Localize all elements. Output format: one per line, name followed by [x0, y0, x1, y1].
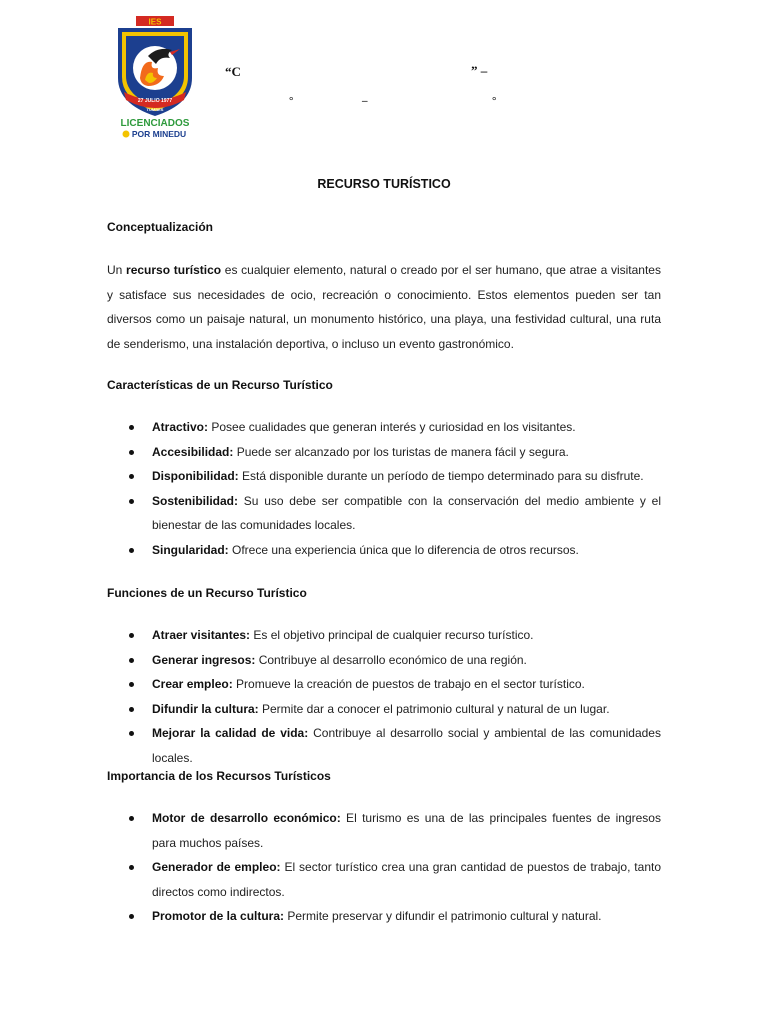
- logo-caption-licenciados: LICENCIADOS: [120, 118, 190, 129]
- list-item-text: Posee cualidades que generan interés y curiosidad en los visitantes.: [208, 420, 576, 434]
- list-item-text: Permite dar a conocer el patrimonio cultural y natural de un lugar.: [258, 701, 610, 716]
- logo-top-text: IES: [148, 17, 162, 27]
- list-item-text: Está disponible durante un período de tiempo determinado para su disfrute.: [238, 469, 644, 483]
- list-item: [107, 623, 661, 648]
- list-item: [107, 538, 661, 563]
- list-item: [107, 806, 661, 855]
- logo-emblem-icon: [112, 16, 198, 142]
- bullet-icon: [129, 731, 134, 736]
- list-item-term: Mejorar la calidad de vida:: [152, 726, 309, 740]
- logo-caption-minedu: POR MINEDU: [131, 129, 187, 139]
- bullet-icon: [129, 450, 134, 455]
- list-item: [107, 672, 661, 697]
- bullet-icon: [129, 914, 134, 919]
- list-item-term: Accesibilidad:: [152, 444, 234, 459]
- list-item: [107, 904, 661, 929]
- heading-funciones: Funciones de un Recurso Turístico: [107, 586, 307, 600]
- list-item-text: Contribuye al desarrollo económico de una región.: [255, 652, 527, 667]
- institution-logo: [112, 16, 198, 142]
- bullet-icon: [129, 474, 134, 479]
- heading-caracteristicas: Características de un Recurso Turístico: [107, 378, 333, 392]
- list-item: [107, 697, 661, 722]
- list-item-term: Crear empleo:: [152, 677, 233, 691]
- bullet-icon: [129, 548, 134, 553]
- list-item-text: Contribuye al desarrollo social y ambiental de las comunidades locales.: [152, 726, 661, 765]
- list-item-term: Sostenibilidad:: [152, 493, 239, 508]
- list-item-term: Atraer visitantes:: [152, 628, 251, 642]
- bullet-icon: [129, 499, 134, 504]
- list-item-term: Disponibilidad:: [152, 469, 239, 483]
- bullet-icon: [129, 633, 134, 638]
- bullet-icon: [129, 707, 134, 712]
- list-item-text: Permite preservar y difundir el patrimonio cultural y natural.: [284, 909, 602, 923]
- bullet-icon: [129, 816, 134, 821]
- list-item-term: Difundir la cultura:: [152, 701, 259, 716]
- concept-text: es cualquier elemento, natural o creado por el ser humano, que atrae a visitantes y satisface sus necesidades de ocio, recreación o conocimiento. Estos elementos pueden ser tan diversos como un paisaje natural, un monumento histórico, una playa, una festividad cultural, una ruta de senderismo, una instalación deportiva, o incluso un evento gastronómico.: [107, 263, 661, 351]
- concept-term: recurso turístico: [126, 263, 222, 277]
- list-item-text: El sector turístico crea una gran cantidad de puestos de trabajo, tanto directos como indirectos.: [152, 860, 662, 899]
- heading-importancia: Importancia de los Recursos Turísticos: [107, 769, 331, 783]
- list-item-text: Su uso debe ser compatible con la conservación del medio ambiente y el bienestar de las comunidades locales.: [152, 493, 661, 532]
- list-item-term: Generador de empleo:: [152, 860, 281, 874]
- bullet-icon: [129, 682, 134, 687]
- logo-city-text: TUMBES: [146, 107, 164, 112]
- heading-conceptualizacion: Conceptualización: [107, 220, 214, 234]
- header-degree-1: °: [289, 95, 294, 107]
- concept-paragraph: [107, 258, 661, 356]
- list-item-term: Promotor de la cultura:: [152, 909, 285, 923]
- bullet-icon: [129, 658, 134, 663]
- list-item-text: Es el objetivo principal de cualquier recurso turístico.: [250, 628, 534, 642]
- list-item-text: Puede ser alcanzado por los turistas de manera fácil y segura.: [233, 444, 569, 459]
- list-item: [107, 855, 661, 904]
- logo-date-text: 27 JULIO 1977: [137, 98, 173, 104]
- list-item: [107, 464, 661, 489]
- concept-lead: Un: [107, 263, 127, 277]
- header-dash-2: –: [362, 95, 368, 107]
- list-item-term: Singularidad:: [152, 542, 229, 557]
- characteristics-list: [107, 415, 661, 562]
- document-title: RECURSO TURÍSTICO: [317, 177, 451, 191]
- list-item-term: Atractivo:: [152, 420, 209, 434]
- list-item: [107, 648, 661, 673]
- list-item-term: Motor de desarrollo económico:: [152, 811, 341, 825]
- list-item: [107, 440, 661, 465]
- bullet-icon: [129, 865, 134, 870]
- header-quote-open: “C: [225, 64, 241, 79]
- header-degree-2: °: [492, 95, 497, 107]
- header-quote-close: ” –: [471, 63, 488, 78]
- bullet-icon: [129, 425, 134, 430]
- list-item-text: El turismo es una de las principales fuentes de ingresos para muchos países.: [152, 811, 661, 850]
- importance-list: [107, 806, 661, 929]
- list-item-text: Promueve la creación de puestos de trabajo en el sector turístico.: [232, 677, 585, 691]
- functions-list: [107, 623, 661, 770]
- list-item: [107, 721, 661, 770]
- list-item: [107, 415, 661, 440]
- list-item-term: Generar ingresos:: [152, 652, 256, 667]
- list-item: [107, 489, 661, 538]
- list-item-text: Ofrece una experiencia única que lo diferencia de otros recursos.: [228, 542, 579, 557]
